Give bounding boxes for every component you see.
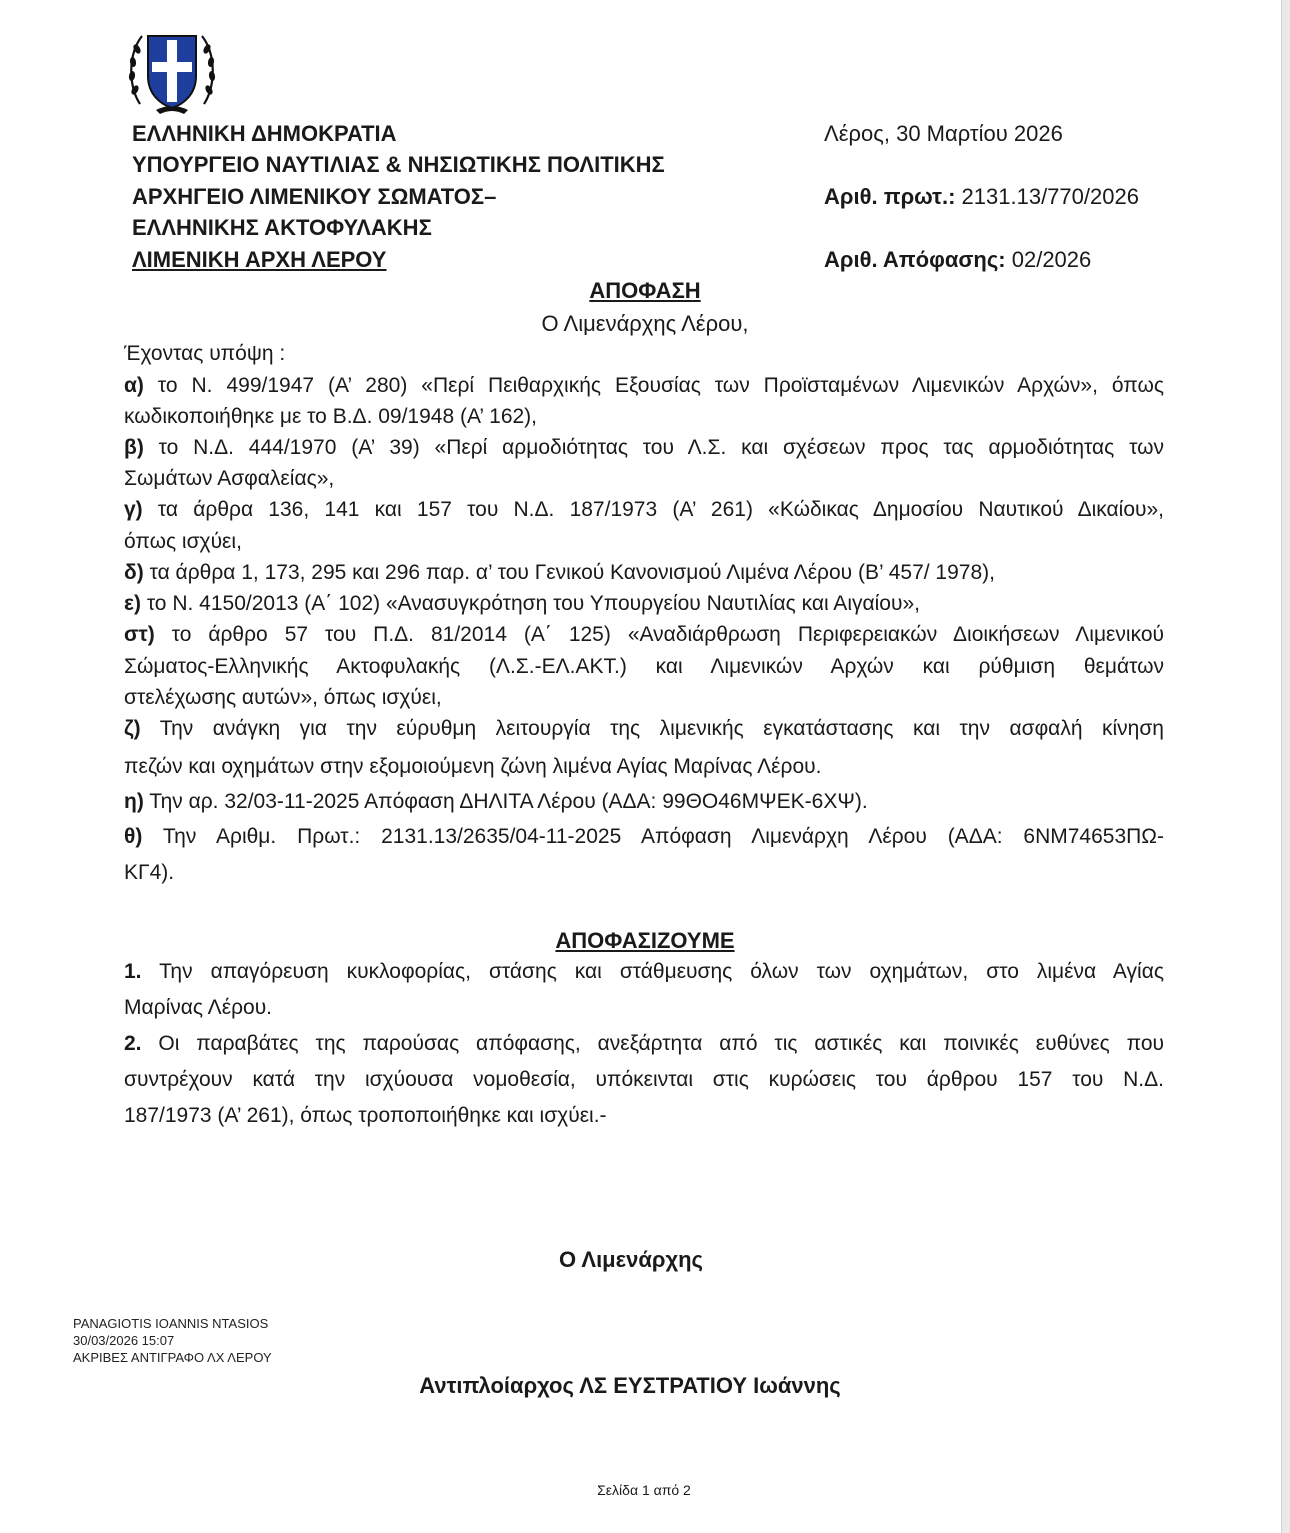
document-title: ΑΠΟΦΑΣΗ (589, 278, 701, 303)
decision-label: Αριθ. Απόφασης: (824, 247, 1006, 272)
item-label: στ) (124, 623, 155, 646)
item-text: το Ν. 499/1947 (Α’ 280) «Περί Πειθαρχικής Εξουσίας των Προϊσταμένων Λιμενικών Αρχών», όπως (157, 374, 1164, 397)
item-c-line-1 (124, 498, 1164, 522)
decision-2-line-2: συντρέχουν κατά την ισχύουσα νομοθεσία, υπόκεινται στις κυρώσεις του άρθρου 157 του Ν.Δ. (124, 1068, 1164, 1091)
item-b-line-1 (124, 436, 1164, 460)
signer-title: Ο Λιμενάρχης (558, 1247, 703, 1272)
header-line-3: ΑΡΧΗΓΕΙΟ ΛΙΜΕΝΙΚΟΥ ΣΩΜΑΤΟΣ– (132, 184, 497, 209)
item-label: γ) (124, 498, 143, 521)
item-c-line-2: όπως ισχύει, (124, 530, 242, 553)
item-d-line-1 (124, 561, 1164, 585)
header-line-1: ΕΛΛΗΝΙΚΗ ΔΗΜΟΚΡΑΤΙΑ (132, 121, 397, 146)
item-text: τα άρθρα 1, 173, 295 και 296 παρ. α’ του Γενικού Κανονισμού Λιμένα Λέρου (Β’ 457/ 1978), (149, 561, 995, 584)
decision-text: Την απαγόρευση κυκλοφορίας, στάσης και στάθμευσης όλων των οχημάτων, στο λιμένα Αγίας (159, 960, 1164, 983)
item-text: Την ανάγκη για την εύρυθμη λειτουργία της λιμενικής εγκατάστασης και την ασφαλή κίνηση (159, 717, 1164, 740)
decision-number (824, 247, 1091, 273)
item-st-line-3: στελέχωσης αυτών», όπως ισχύει, (124, 686, 442, 709)
page-number: Σελίδα 1 από 2 (597, 1482, 691, 1498)
item-st-line-1 (124, 623, 1164, 647)
item-st-line-2: Σώματος-Ελληνικής Ακτοφυλακής (Λ.Σ.-ΕΛ.ΑΚΤ.) και Λιμενικών Αρχών και ρύθμιση θεμάτων (124, 655, 1164, 678)
digital-signature-date: 30/03/2026 15:07 (73, 1333, 175, 1348)
considering-intro: Έχοντας υπόψη : (124, 342, 286, 365)
decision-label: 1. (124, 960, 142, 983)
item-label: ε) (124, 592, 141, 615)
signer-name: Αντιπλοίαρχος ΛΣ ΕΥΣΤΡΑΤΙΟΥ Ιωάννης (419, 1373, 841, 1398)
item-a-line-2: κωδικοποιήθηκε με το Β.Δ. 09/1948 (Α’ 162), (124, 405, 538, 428)
item-label: η) (124, 790, 144, 813)
protocol-value: 2131.13/770/2026 (961, 184, 1139, 209)
item-h-line-1 (124, 790, 1164, 814)
item-e-line-1 (124, 592, 1164, 616)
decision-2-line-1 (124, 1032, 1164, 1056)
item-a-line-1 (124, 374, 1164, 398)
item-text: το άρθρο 57 του Π.Δ. 81/2014 (Α΄ 125) «Αναδιάρθρωση Περιφερειακών Διοικήσεων Λιμενικού (171, 623, 1164, 646)
header-line-4: ΕΛΛΗΝΙΚΗΣ ΑΚΤΟΦΥΛΑΚΗΣ (132, 215, 432, 240)
item-label: θ) (124, 825, 143, 848)
decide-title: ΑΠΟΦΑΣΙΖΟΥΜΕ (555, 928, 735, 953)
item-label: δ) (124, 561, 144, 584)
item-text: το Ν.Δ. 444/1970 (Α’ 39) «Περί αρμοδιότητας του Λ.Σ. και σχέσεων προς τας αρμοδιότητας των (158, 436, 1164, 459)
document-date: Λέρος, 30 Μαρτίου 2026 (824, 121, 1063, 146)
decision-value: 02/2026 (1011, 247, 1092, 272)
decision-1-line-2: Μαρίνας Λέρου. (124, 996, 273, 1019)
item-th-line-1 (124, 825, 1164, 849)
item-text: τα άρθρα 136, 141 και 157 του Ν.Δ. 187/1973 (Α’ 261) «Κώδικας Δημοσίου Ναυτικού Δικαίου», (157, 498, 1164, 521)
greek-coat-of-arms-icon (126, 26, 218, 116)
header-line-2: ΥΠΟΥΡΓΕΙΟ ΝΑΥΤΙΛΙΑΣ & ΝΗΣΙΩΤΙΚΗΣ ΠΟΛΙΤΙΚΗΣ (132, 152, 665, 177)
item-z-line-2: πεζών και οχημάτων στην εξομοιούμενη ζώνη λιμένα Αγίας Μαρίνας Λέρου. (124, 755, 822, 778)
decision-2-line-3: 187/1973 (Α’ 261), όπως τροποποιήθηκε και ισχύει.- (124, 1104, 607, 1127)
item-label: β) (124, 436, 144, 459)
protocol-label: Αριθ. πρωτ.: (824, 184, 956, 209)
decision-1-line-1 (124, 960, 1164, 984)
document-subtitle: Ο Λιμενάρχης Λέρου, (541, 311, 749, 336)
decision-text: Οι παραβάτες της παρούσας απόφασης, ανεξάρτητα από τις αστικές και ποινικές ευθύνες που (158, 1032, 1164, 1055)
page-edge (1281, 0, 1290, 1533)
protocol-number (824, 184, 1139, 210)
header-line-5: ΛΙΜΕΝΙΚΗ ΑΡΧΗ ΛΕΡΟΥ (132, 247, 387, 272)
item-th-line-2: ΚΓ4). (124, 861, 175, 884)
item-z-line-1 (124, 717, 1164, 741)
item-b-line-2: Σωμάτων Ασφαλείας», (124, 467, 335, 490)
item-text: Την αρ. 32/03-11-2025 Απόφαση ΔΗΛΙΤΑ Λέρου (ΑΔΑ: 99ΘΟ46ΜΨΕΚ-6ΧΨ). (149, 790, 868, 813)
decision-label: 2. (124, 1032, 142, 1055)
item-label: α) (124, 374, 144, 397)
item-label: ζ) (124, 717, 141, 740)
digital-signature-name: PANAGIOTIS IOANNIS NTASIOS (73, 1316, 269, 1331)
item-text: το Ν. 4150/2013 (Α΄ 102) «Ανασυγκρότηση του Υπουργείου Ναυτιλίας και Αιγαίου», (146, 592, 920, 615)
digital-signature-note: ΑΚΡΙΒΕΣ ΑΝΤΙΓΡΑΦΟ ΛΧ ΛΕΡΟΥ (73, 1350, 272, 1365)
item-text: Την Αριθμ. Πρωτ.: 2131.13/2635/04-11-2025 Απόφαση Λιμενάρχη Λέρου (ΑΔΑ: 6ΝΜ74653ΠΩ- (162, 825, 1165, 848)
